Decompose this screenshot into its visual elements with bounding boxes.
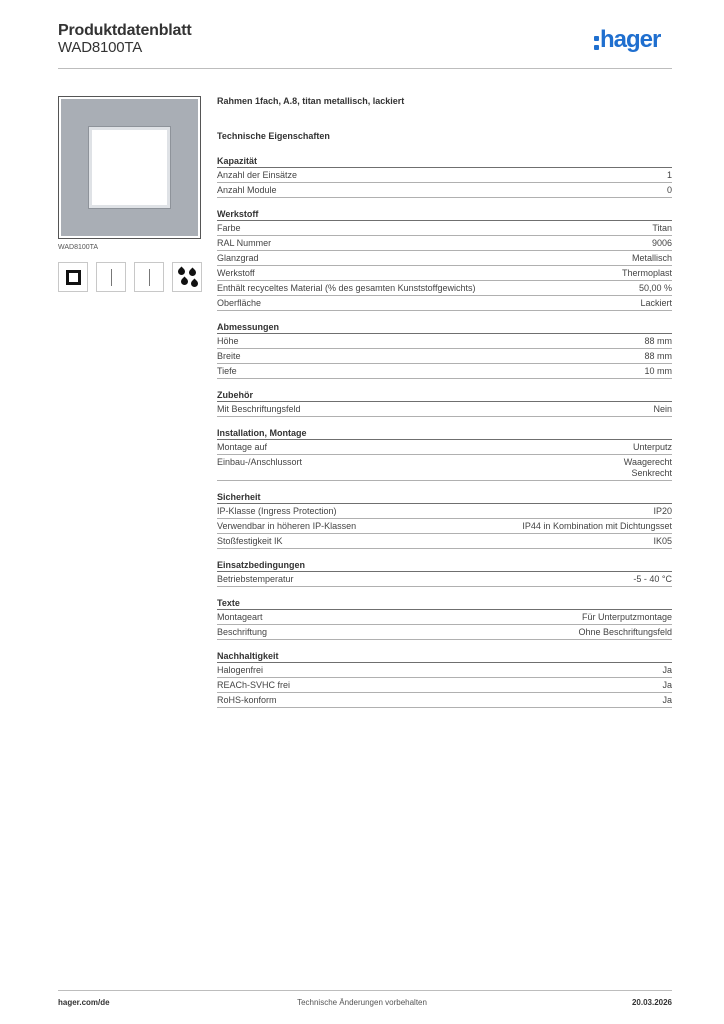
spec-row	[217, 693, 672, 708]
spec-value-line: Nein	[653, 404, 672, 414]
group-title: Zubehör	[217, 390, 253, 400]
spec-value-line: 10 mm	[644, 366, 672, 376]
spec-value-line: Ja	[662, 680, 672, 690]
hager-logo[interactable]	[594, 26, 660, 54]
spec-value-line: IP44 in Kombination mit Dichtungsset	[522, 521, 672, 531]
spec-value	[578, 627, 672, 638]
spec-value	[632, 253, 672, 264]
spec-group	[217, 491, 672, 549]
footer-divider	[58, 990, 672, 991]
spec-group	[217, 155, 672, 198]
spec-label: Höhe	[217, 336, 239, 346]
spec-value	[667, 170, 672, 181]
spec-group	[217, 208, 672, 311]
spec-label: Werkstoff	[217, 268, 255, 278]
spec-value	[644, 366, 672, 377]
spec-value-line: Ja	[662, 665, 672, 675]
spec-group	[217, 427, 672, 481]
frame-picture	[61, 99, 198, 236]
page-title: Produktdatenblatt	[58, 22, 192, 39]
spec-value-line: Ja	[662, 695, 672, 705]
spec-value	[662, 680, 672, 691]
frame-square-icon	[58, 262, 88, 292]
spec-label: Halogenfrei	[217, 665, 264, 675]
spec-value-line: 0	[666, 185, 672, 195]
group-title: Werkstoff	[217, 209, 259, 219]
spec-value	[582, 612, 672, 623]
footer-date: 20.03.2026	[631, 998, 672, 1007]
spec-row	[217, 625, 672, 640]
spec-value	[644, 336, 672, 347]
spec-value-line: Metallisch	[631, 253, 672, 263]
spec-label: RoHS-konform	[217, 695, 277, 705]
spec-value-line: -5 - 40 °C	[633, 574, 672, 584]
spec-value	[624, 457, 672, 479]
spec-label: Farbe	[217, 223, 241, 233]
spec-rows	[217, 220, 672, 311]
spec-value	[522, 521, 672, 532]
footer-disclaimer: Technische Änderungen vorbehalten	[297, 998, 427, 1007]
spec-value-line: Ohne Beschriftungsfeld	[578, 627, 672, 637]
spec-row	[217, 251, 672, 266]
spec-value	[653, 506, 672, 517]
spec-value-line: 88 mm	[644, 351, 672, 361]
spec-label: Beschriftung	[217, 627, 268, 637]
spec-row	[217, 440, 672, 455]
spec-value-line: 88 mm	[644, 336, 672, 346]
spec-value	[622, 268, 672, 279]
spec-value-line: 1	[666, 170, 672, 180]
spec-value	[652, 223, 672, 234]
spec-label: Glanzgrad	[217, 253, 259, 263]
spec-rows	[217, 439, 672, 481]
spec-rows	[217, 333, 672, 379]
spec-label: Mit Beschriftungsfeld	[217, 404, 301, 414]
spec-value	[662, 665, 672, 676]
spec-label: Betriebstemperatur	[217, 574, 294, 584]
spec-row	[217, 281, 672, 296]
specs-title: Technische Eigenschaften	[217, 131, 330, 141]
spec-value	[633, 574, 672, 585]
spec-label: Stoßfestigkeit IK	[217, 536, 283, 546]
spec-row	[217, 678, 672, 693]
spec-label: Anzahl der Einsätze	[217, 170, 298, 180]
spec-label: Breite	[217, 351, 241, 361]
spec-row	[217, 663, 672, 678]
spec-row	[217, 364, 672, 379]
spec-rows	[217, 503, 672, 549]
spec-value-line: Titan	[652, 223, 672, 233]
spec-label: Anzahl Module	[217, 185, 277, 195]
spec-row	[217, 183, 672, 198]
spec-row	[217, 610, 672, 625]
header-divider	[58, 68, 672, 69]
group-title: Kapazität	[217, 156, 258, 166]
spec-row	[217, 455, 672, 481]
spec-value-line: 9006	[651, 238, 672, 248]
spec-label: Oberfläche	[217, 298, 262, 308]
spec-value	[644, 351, 672, 362]
spec-value-line: Unterputz	[632, 442, 672, 452]
spec-value	[667, 185, 672, 196]
spec-label: Enthält recyceltes Material (% des gesamten Kunststoffgewichts)	[217, 283, 476, 293]
group-title: Sicherheit	[217, 492, 261, 502]
spec-value	[640, 298, 672, 309]
spec-value-line: Für Unterputzmontage	[581, 612, 672, 622]
spec-rows	[217, 167, 672, 198]
group-title: Texte	[217, 598, 240, 608]
spec-value-line: 50,00 %	[638, 283, 672, 293]
group-title: Installation, Montage	[217, 428, 307, 438]
image-caption: WAD8100TA	[58, 244, 99, 251]
spec-rows	[217, 609, 672, 640]
spec-value-line: Waagerecht	[623, 457, 672, 467]
group-title: Nachhaltigkeit	[217, 651, 279, 661]
spec-row	[217, 221, 672, 236]
footer-website[interactable]: hager.com/de	[58, 998, 110, 1007]
spec-content	[217, 96, 672, 708]
spec-rows	[217, 401, 672, 417]
spec-group	[217, 559, 672, 587]
product-image	[58, 96, 201, 239]
spec-value	[653, 536, 672, 547]
spec-row	[217, 534, 672, 549]
spec-value	[633, 442, 672, 453]
spec-rows	[217, 571, 672, 587]
spec-rows	[217, 662, 672, 708]
spec-group	[217, 321, 672, 379]
spec-row	[217, 504, 672, 519]
spec-value	[662, 695, 672, 706]
spec-value-line: IP20	[653, 506, 672, 516]
frame-opening	[89, 127, 170, 208]
spec-value-line: Thermoplast	[621, 268, 672, 278]
group-title: Abmessungen	[217, 322, 280, 332]
logo-text: hager	[600, 26, 661, 53]
spec-row	[217, 349, 672, 364]
spec-group	[217, 597, 672, 640]
spec-label: Tiefe	[217, 366, 237, 376]
spec-row	[217, 519, 672, 534]
spec-group	[217, 389, 672, 417]
spec-groups	[217, 155, 672, 708]
spec-row	[217, 296, 672, 311]
spec-value	[639, 283, 672, 294]
spec-row	[217, 334, 672, 349]
product-number: WAD8100TA	[58, 39, 143, 56]
water-drops-icon	[172, 262, 202, 292]
spec-row	[217, 572, 672, 587]
spec-value-line: Senkrecht	[631, 468, 672, 478]
spec-row	[217, 402, 672, 417]
spec-value	[653, 404, 672, 415]
group-title: Einsatzbedingungen	[217, 560, 306, 570]
spec-value	[652, 238, 672, 249]
spec-label: RAL Nummer	[217, 238, 272, 248]
spec-label: Verwendbar in höheren IP-Klassen	[217, 521, 357, 531]
logo-colon-icon	[594, 26, 599, 54]
spec-value-line: Lackiert	[640, 298, 672, 308]
spec-label: Einbau-/Anschlussort	[217, 457, 303, 467]
vertical-line-icon	[134, 262, 164, 292]
spec-group	[217, 650, 672, 708]
spec-row	[217, 266, 672, 281]
vertical-line-icon	[96, 262, 126, 292]
spec-label: Montageart	[217, 612, 263, 622]
spec-value-line: IK05	[653, 536, 672, 546]
product-name: Rahmen 1fach, A.8, titan metallisch, lackiert	[217, 96, 405, 106]
spec-label: REACh-SVHC frei	[217, 680, 291, 690]
spec-label: Montage auf	[217, 442, 268, 452]
spec-row	[217, 236, 672, 251]
spec-label: IP-Klasse (Ingress Protection)	[217, 506, 337, 516]
spec-row	[217, 168, 672, 183]
